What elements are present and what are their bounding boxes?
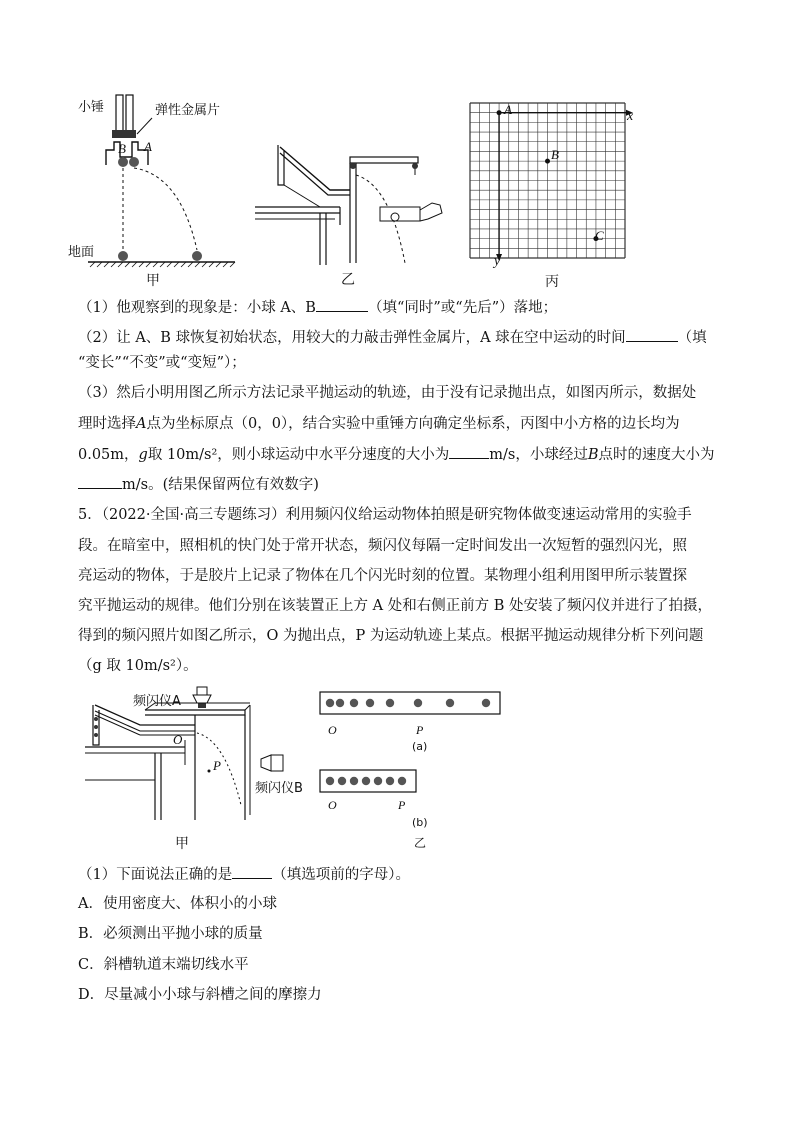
strip-a-tag: (a) xyxy=(412,740,428,753)
label-axis-y: y xyxy=(494,254,501,269)
label-point-p: P xyxy=(213,758,221,773)
strip-a-ball xyxy=(386,699,394,707)
strip-a-ball xyxy=(336,699,344,707)
label-ball-a: A xyxy=(144,139,152,154)
option-b[interactable]: B．必须测出平抛小球的质量 xyxy=(78,926,263,942)
label-flash-b: 频闪仪B xyxy=(255,781,303,796)
strip-a-ball xyxy=(326,699,334,707)
label-ground: 地面 xyxy=(68,245,95,260)
q4-part3-line3: 0.05m，g取 10m/s²，则小球运动中水平分速度的大小为 m/s，小球经过B点时的速度大小为 xyxy=(78,444,728,465)
caption-yi: 乙 xyxy=(341,272,355,288)
figure-bing xyxy=(470,100,650,295)
q4-part1: （1）他观察到的现象是：小球 A、B （填“同时”或“先后”）落地； xyxy=(78,297,728,318)
q5-line5: 得到的频闪照片如图乙所示，O 为抛出点，P 为运动轨迹上某点。根据平抛运动规律分析下列问题 xyxy=(78,628,704,644)
figure-yi xyxy=(250,135,460,295)
strip-a-ball xyxy=(350,699,358,707)
strip-a-ball xyxy=(446,699,454,707)
option-a[interactable]: A．使用密度大、体积小的小球 xyxy=(78,896,277,912)
strip-b-ball xyxy=(338,777,346,785)
strip-a-ball xyxy=(482,699,490,707)
q4-part2-blank[interactable] xyxy=(626,327,678,342)
figure-q5-jia-drawing xyxy=(85,685,295,855)
option-d[interactable]: D．尽量减小小球与斜槽之间的摩擦力 xyxy=(78,987,322,1003)
strip-a-frame xyxy=(320,692,500,714)
strip-a-label-o: O xyxy=(328,723,337,737)
label-origin-o: O xyxy=(173,732,183,747)
figure-q5-yi xyxy=(320,688,510,853)
strip-b-ball xyxy=(362,777,370,785)
strip-a-ball xyxy=(366,699,374,707)
q4-part3-blank-vb[interactable] xyxy=(78,474,122,489)
strip-b-ball xyxy=(326,777,334,785)
strip-a-ball xyxy=(414,699,422,707)
label-point-c: C xyxy=(595,228,604,243)
q4-part1-blank[interactable] xyxy=(316,297,368,312)
q4-part2-line2: “变长”“不变”或“变短”）； xyxy=(78,355,246,371)
q5-line4: 究平抛运动的规律。他们分别在该装置正上方 A 处和右侧正前方 B 处安装了频闪仪并进行了拍摄， xyxy=(78,598,713,614)
q5-line6: （g 取 10m/s²）。 xyxy=(78,658,198,674)
caption-bing: 丙 xyxy=(545,274,559,290)
q4-part3-line2: 理时选择A点为坐标原点（0，0），结合实验中重锤方向确定坐标系，丙图中小方格的边长均为 xyxy=(78,416,680,432)
figure-yi-drawing xyxy=(250,135,460,295)
q4-part3-line1: （3）然后小明用图乙所示方法记录平抛运动的轨迹，由于没有记录抛出点，如图丙所示，数据处 xyxy=(78,385,697,401)
q5-line3: 亮运动的物体，于是胶片上记录了物体在几个闪光时刻的位置。某物理小组利用图甲所示装置探 xyxy=(78,568,687,584)
q5-line1: 5．（2022·全国·高三专题练习）利用频闪仪给运动物体拍照是研究物体做变速运动常用的实验手 xyxy=(78,507,692,523)
caption-q5-yi: 乙 xyxy=(414,836,427,850)
label-point-a: A xyxy=(504,102,512,117)
strip-b-label-o: O xyxy=(328,798,337,812)
label-hammer: 小锤 xyxy=(78,100,105,115)
figure-jia-drawing xyxy=(70,90,250,290)
label-elastic-plate: 弹性金属片 xyxy=(155,103,221,118)
point-a xyxy=(497,110,502,115)
strip-a-label-p: P xyxy=(416,723,424,737)
figure-jia xyxy=(70,90,250,290)
q4-part3-blank-vx[interactable] xyxy=(449,444,489,459)
label-axis-x: x xyxy=(627,109,634,124)
q5-line2: 段。在暗室中，照相机的快门处于常开状态，频闪仪每隔一定时间发出一次短暂的强烈闪光，照 xyxy=(78,538,687,554)
strip-b-ball xyxy=(398,777,406,785)
label-point-b: B xyxy=(551,147,559,162)
figure-q5-jia xyxy=(85,685,303,855)
label-flash-a: 频闪仪A xyxy=(133,694,181,709)
q4-part3-line4: m/s。(结果保留两位有效数字) xyxy=(78,474,728,495)
caption-jia: 甲 xyxy=(146,273,160,289)
strip-b-tag: (b) xyxy=(412,816,428,829)
strip-b-ball xyxy=(350,777,358,785)
q4-part2-line1: （2）让 A、B 球恢复初始状态，用较大的力敲击弹性金属片，A 球在空中运动的时间 （填 xyxy=(78,327,728,348)
caption-q5-jia: 甲 xyxy=(175,836,189,852)
point-b xyxy=(545,159,550,164)
option-c[interactable]: C．斜槽轨道末端切线水平 xyxy=(78,957,249,973)
strip-b-ball xyxy=(374,777,382,785)
figure-bing-grid xyxy=(470,100,640,265)
q5-sub1: （1）下面说法正确的是 （填选项前的字母）。 xyxy=(78,864,728,885)
strip-b-label-p: P xyxy=(398,798,406,812)
label-ball-b: B xyxy=(118,141,126,156)
strip-b-ball xyxy=(386,777,394,785)
q5-sub1-blank[interactable] xyxy=(232,864,272,879)
